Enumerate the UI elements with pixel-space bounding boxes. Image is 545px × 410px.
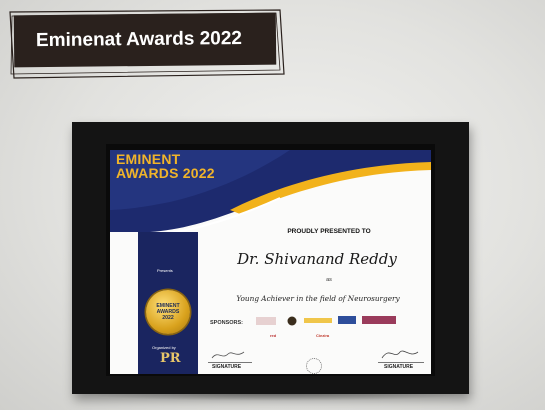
signature-right-scribble: [380, 346, 422, 362]
photo-frame: [72, 122, 469, 394]
recipient-name: Dr. Shivanand Reddy: [237, 250, 397, 268]
as-label: as: [326, 277, 332, 283]
sponsor-logo-2: [288, 317, 297, 326]
banner-title: Eminenat Awards 2022: [14, 13, 277, 68]
banner: [8, 8, 278, 72]
signature-left-scribble: [210, 348, 250, 362]
presented-to-label: PROUDLY PRESENTED TO: [287, 228, 371, 235]
sponsor-logo-1: [256, 317, 276, 325]
signature-left-line: [208, 362, 252, 363]
seal-stamp-icon: [306, 358, 322, 374]
sponsor-logo-5: [362, 316, 396, 324]
medal-text: EMINENT AWARDS 2022: [156, 303, 180, 321]
signature-right-line: [378, 362, 424, 363]
achievement-text: Young Achiever in the field of Neurosurgery: [236, 294, 400, 303]
signature-left-label: SIGNATURE: [212, 364, 242, 370]
certificate: [110, 150, 431, 374]
sponsor-red: red: [270, 333, 277, 338]
signature-right-label: SIGNATURE: [384, 364, 414, 370]
sponsor-logo-4: [338, 316, 356, 324]
organizer-logo: PR: [160, 351, 181, 366]
sponsor-logo-3: [304, 318, 332, 323]
certificate-event-title: EMINENT AWARDS 2022: [116, 151, 215, 181]
organized-by-label: Organized by: [152, 345, 176, 350]
sponsors-label: SPONSORS:: [210, 320, 244, 326]
presents-label: Presents: [157, 268, 173, 273]
sponsor-ciezira: Ciezira: [316, 333, 330, 338]
